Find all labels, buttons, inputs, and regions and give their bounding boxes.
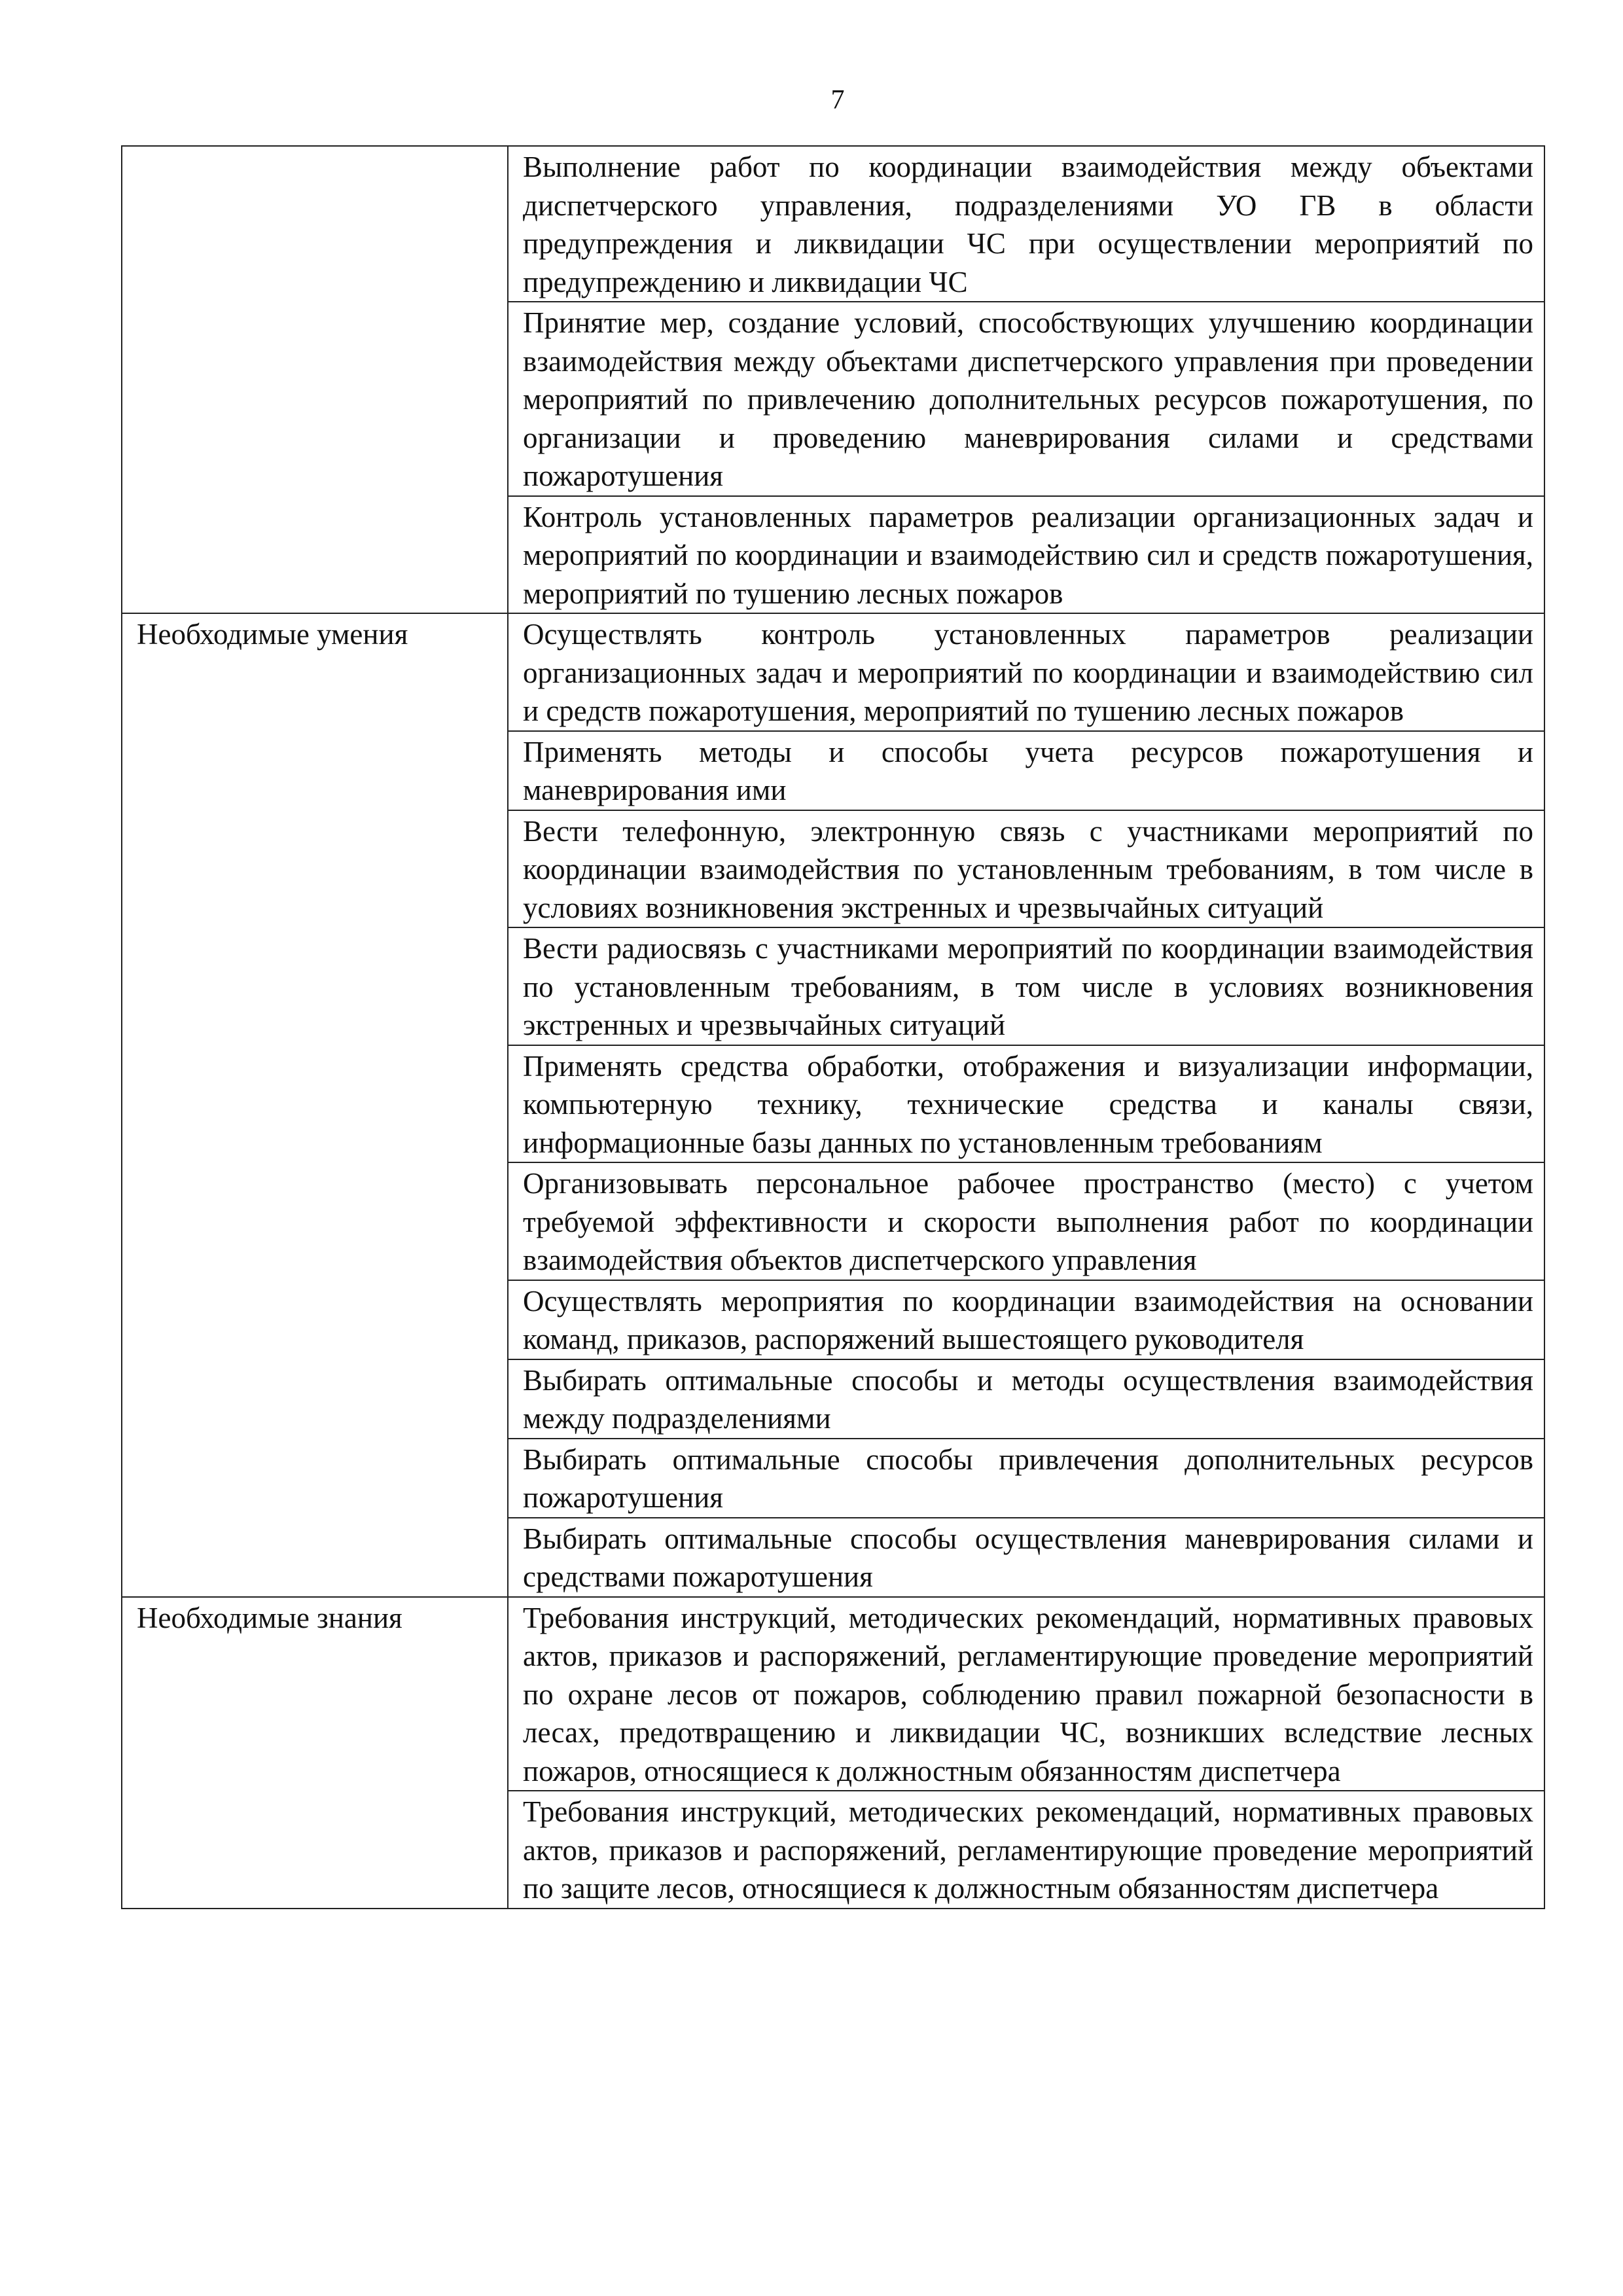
row-label-required-skills: Необходимые умения	[122, 613, 508, 1597]
table-row	[122, 1597, 1544, 1791]
table-cell: Требования инструкций, методических рекомендаций, нормативных правовых актов, приказов и распоряжений, регламентирующие проведение мероприятий по охране лесов от пожаров, соблюдению правил пожарной безопасности в лесах, предотвращению и ликвидации ЧС, возникших вследствие лесных пожаров, относящиеся к должностным обязанностям диспетчера	[508, 1597, 1544, 1791]
table-row	[122, 146, 1544, 302]
table-cell: Выполнение работ по координации взаимодействия между объектами диспетчерского управления, подразделениями УО ГВ в области предупреждения и ликвидации ЧС при осуществлении мероприятий по предупреждению и ликвидации ЧС	[508, 146, 1544, 302]
table-cell: Выбирать оптимальные способы привлечения дополнительных ресурсов пожаротушения	[508, 1439, 1544, 1518]
table-cell: Организовывать персональное рабочее пространство (место) с учетом требуемой эффективности и скорости выполнения работ по координации взаимодействия объектов диспетчерского управления	[508, 1162, 1544, 1280]
table-cell: Применять методы и способы учета ресурсов пожаротушения и маневрирования ими	[508, 731, 1544, 810]
table-row	[122, 613, 1544, 731]
table-cell: Вести радиосвязь с участниками мероприятий по координации взаимодействия по установленным требованиям, в том числе в условиях возникновения экстренных и чрезвычайных ситуаций	[508, 927, 1544, 1045]
row-label-labor-actions	[122, 146, 508, 613]
table-cell: Вести телефонную, электронную связь с участниками мероприятий по координации взаимодействия по установленным требованиям, в том числе в условиях возникновения экстренных и чрезвычайных ситуаций	[508, 810, 1544, 928]
table-cell: Принятие мер, создание условий, способствующих улучшению координации взаимодействия между объектами диспетчерского управления при проведении мероприятий по привлечению дополнительных ресурсов пожаротушения, по организации и проведению маневрирования силами и средствами пожаротушения	[508, 302, 1544, 496]
table-cell: Осуществлять мероприятия по координации взаимодействия на основании команд, приказов, распоряжений вышестоящего руководителя	[508, 1280, 1544, 1359]
table-cell: Применять средства обработки, отображения и визуализации информации, компьютерную технику, технические средства и каналы связи, информационные базы данных по установленным требованиям	[508, 1045, 1544, 1163]
table-cell: Требования инструкций, методических рекомендаций, нормативных правовых актов, приказов и распоряжений, регламентирующие проведение мероприятий по защите лесов, относящиеся к должностным обязанностям диспетчера	[508, 1791, 1544, 1909]
table-cell: Выбирать оптимальные способы осуществления маневрирования силами и средствами пожаротушения	[508, 1518, 1544, 1597]
competency-table	[121, 145, 1545, 1909]
table-cell: Выбирать оптимальные способы и методы осуществления взаимодействия между подразделениями	[508, 1359, 1544, 1439]
table-cell: Осуществлять контроль установленных параметров реализации организационных задач и мероприятий по координации и взаимодействию сил и средств пожаротушения, мероприятий по тушению лесных пожаров	[508, 613, 1544, 731]
table-cell: Контроль установленных параметров реализации организационных задач и мероприятий по координации и взаимодействию сил и средств пожаротушения, мероприятий по тушению лесных пожаров	[508, 496, 1544, 614]
page-number: 7	[830, 85, 845, 115]
row-label-required-knowledge: Необходимые знания	[122, 1597, 508, 1909]
